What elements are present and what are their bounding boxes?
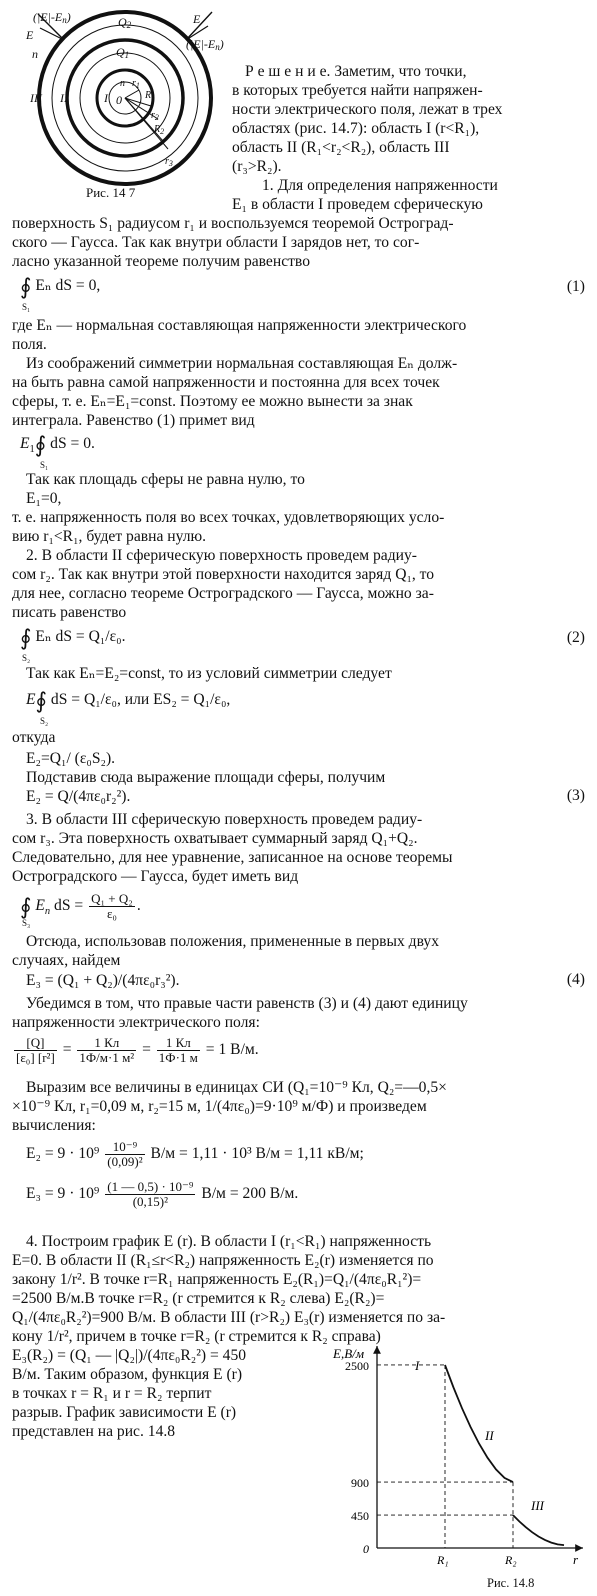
text-line: Подставив сюда выражение площади сферы, получим [26,769,386,786]
text-line: В/м. Таким образом, функция E (r) [12,1366,243,1383]
text-line: ского — Гаусса. Так как внутри области I зарядов нет, то сог- [12,234,420,251]
text-line: ности электрического поля, лежат в трех [232,101,503,118]
text-line: Р е ш е н и е. Заметим, что точки, [245,63,467,80]
units-check: $\frac{[Q]}{\text{[ε₀] [r²]}}$ = $\frac{1 Кл}{\text{1Ф/м·1 м²}}$ = $\frac{1 Кл}{1Ф\cdot 1 м}$ = 1 В/м. [16,1035,259,1065]
text-line: областях (рис. 14.7): область I (r<R₁), [232,120,480,137]
text-line: E₃(R₂) = (Q₁ — |Q₂|)/(4πε₀R₂²) = 450 [12,1347,247,1364]
y-tick-label: 0 [363,1542,369,1556]
text-line: 3. В области III сферическую поверхность проведем радиу- [26,811,423,828]
x-tick-label: R₁ [437,1553,449,1567]
series-region-iii [513,1515,564,1545]
figure-14-7-caption: Рис. 14 7 [86,185,136,200]
equation-2b: E∮ S₂ dS = Q₁/ε₀, или ES₂ = Q₁/ε₀, [26,688,231,726]
text-line: область II (R₁<r₂<R₂), область III [232,139,450,156]
text-line: где Eₙ — нормальная составляющая напряженности электрического [12,317,467,334]
text-line: на быть равна самой напряженности и постоянна для всех точек [12,374,440,391]
label-r3: $r_3$ [165,156,173,168]
equation-2c: E₂=Q₁/ (ε₀S₂). [26,750,116,767]
text-line: 4. Построим график E (r). В области I (r₁<R₁) напряженность [26,1233,432,1250]
text-line: Из соображений симметрии нормальная составляющая Eₙ долж- [26,355,458,372]
text-line: вию r₁<R₁, будет равна нулю. [12,528,207,545]
text-line: Так как Eₙ=E₂=const, то из условий симметрии следует [26,665,392,682]
text-line: представлен на рис. 14.8 [12,1423,176,1440]
equation-4: E₃ = (Q₁ + Q₂)/(4πε₀r₃²). [26,972,180,989]
text-line: поверхность S₁ радиусом r₁ и воспользуемся теоремой Остроград- [12,215,454,232]
x-axis-label: r [573,1552,579,1567]
text-line: сом r₃. Эта поверхность охватывает суммарный заряд Q₁+Q₂. [12,830,418,847]
text-line: закону 1/r². В точке r=R₁ напряженность E₂(R₁)=Q₁/(4πε₀R₁²)= [12,1271,422,1288]
label-big-r1: $R_1$ [145,90,156,102]
text-line: в которых требуется найти напряжен- [232,82,483,99]
text-line: (r₃>R₂). [232,158,282,175]
region-label: II [485,1428,494,1443]
equation-e1: E₁=0, [26,490,62,507]
text-line: поля. [12,336,47,353]
equation-2: ∮ S₂ Eₙ dS = Q₁/ε₀. [20,625,126,663]
label-big-r2: $R_2$ [154,124,165,136]
equation-number: (3) [566,787,585,804]
y-tick-label: 450 [351,1509,369,1524]
label-abs-e-right: (|E|-En) [186,37,224,52]
label-r1: $r_1$ [132,78,140,90]
label-region-iii: III [30,91,42,105]
equation-3b: ∮ S₃ $E_n$ dS = $\frac{\text{Q₁ + Q₂}}{\text{ε₀}}$ . [20,891,141,928]
series-region-ii [445,1365,513,1482]
text-line: писать равенство [12,604,127,621]
label-q1: Q1 [116,45,130,60]
region-label: I [415,1358,420,1373]
equation-1: ∮ S₁ Eₙ dS = 0, [20,274,101,312]
equation-number: (4) [566,971,585,988]
label-region-i: I [104,91,108,105]
text-line: Так как площадь сферы не равна нулю, то [26,471,305,488]
text-line: Q₁/(4πε₀R₂²)=900 В/м. В области III (r>R₂) E₃(r) изменяется по за- [12,1309,446,1326]
figure-14-8-caption: Рис. 14.8 [487,1576,535,1590]
text-line: Следовательно, для нее уравнение, записанное на основе теоремы [12,849,453,866]
text-line: случаях, найдем [12,952,121,969]
label-e-left: E [26,28,34,42]
label-e-right: E [193,12,201,26]
text-line: E=0. В области II (R₁≤r<R₂) напряженность E₂(r) изменяется по [12,1252,434,1269]
text-line: Выразим все величины в единицах СИ (Q₁=10⁻⁹ Кл, Q₂=—0,5× [26,1079,447,1096]
label-n-center: n [120,78,125,89]
calc-e2: E₂ = 9 · 10⁹ $\frac{\text{10⁻⁹}}{\text{(0,09)²}}$ В/м = 1,11 · 10³ В/м = 1,11 кВ/м; [26,1139,364,1169]
equation-1b: $E_1∮$ S₁ dS = 0. [20,432,95,470]
label-r2: $r_2$ [151,110,159,122]
label-region-ii: II [60,91,68,105]
calc-e3: E₃ = 9 · 10⁹ $\frac{\text{(1 — 0,5) · 10⁻⁹}}{\text{(0,15)²}}$ В/м = 200 В/м. [26,1179,299,1209]
y-tick-label: 2500 [345,1358,369,1373]
label-abs-e-left: (|E|-En) [33,10,71,25]
text-line: 1. Для определения напряженности [262,177,498,194]
text-line: Остроградского — Гаусса, будет иметь вид [12,868,299,885]
label-n-left: n [32,47,38,61]
text-line: Отсюда, использовав положения, примененные в первых двух [26,933,440,950]
text-line: в точках r = R₁ и r = R₂ терпит [12,1385,212,1402]
y-tick-label: 900 [351,1476,369,1491]
figure-14-8-chart [325,1340,590,1572]
text-line: интеграла. Равенство (1) примет вид [12,412,255,429]
x-tick-label: R₂ [505,1553,517,1567]
text-line: сферы, т. е. Eₙ=E₁=const. Поэтому ее можно вынести за знак [12,393,413,410]
label-q2: Q2 [118,15,132,30]
text-line: =2500 В/м.В точке r=R₂ (r стремится к R₂ слева) E₂(R₂)= [12,1290,385,1307]
text-line: ласно указанной теореме получим равенство [12,253,310,270]
label-o: 0 [116,93,122,107]
text-line: кону 1/r², причем в точке r=R₂ (r стремится к R₂ справа) [12,1328,381,1345]
text-line: разрыв. График зависимости E (r) [12,1404,237,1421]
text-line: откуда [12,729,56,746]
equation-3: E₂ = Q/(4πε₀r₂²). [26,788,131,805]
text-line: Убедимся в том, что правые части равенств (3) и (4) дают единицу [26,995,468,1012]
text-line: напряженности электрического поля: [12,1014,260,1031]
text-line: для нее, согласно теореме Остроградского — Гаусса, можно за- [12,585,434,602]
y-axis-label: E,В/м [333,1346,365,1361]
text-line: 2. В области II сферическую поверхность проведем радиу- [26,547,417,564]
text-line: т. е. напряженность поля во всех точках, удовлетворяющих усло- [12,509,445,526]
text-line: E₁ в области I проведем сферическую [232,196,483,213]
text-line: сом r₂. Так как внутри этой поверхности находится заряд Q₁, то [12,566,435,583]
equation-number: (2) [566,629,585,646]
text-line: вычисления: [12,1117,96,1134]
equation-number: (1) [566,278,585,295]
figure-14-7 [8,6,228,196]
region-label: III [531,1498,544,1513]
text-line: ×10⁻⁹ Кл, r₁=0,09 м, r₂=15 м, 1/(4πε₀)=9·10⁹ м/Ф) и произведем [12,1098,427,1115]
